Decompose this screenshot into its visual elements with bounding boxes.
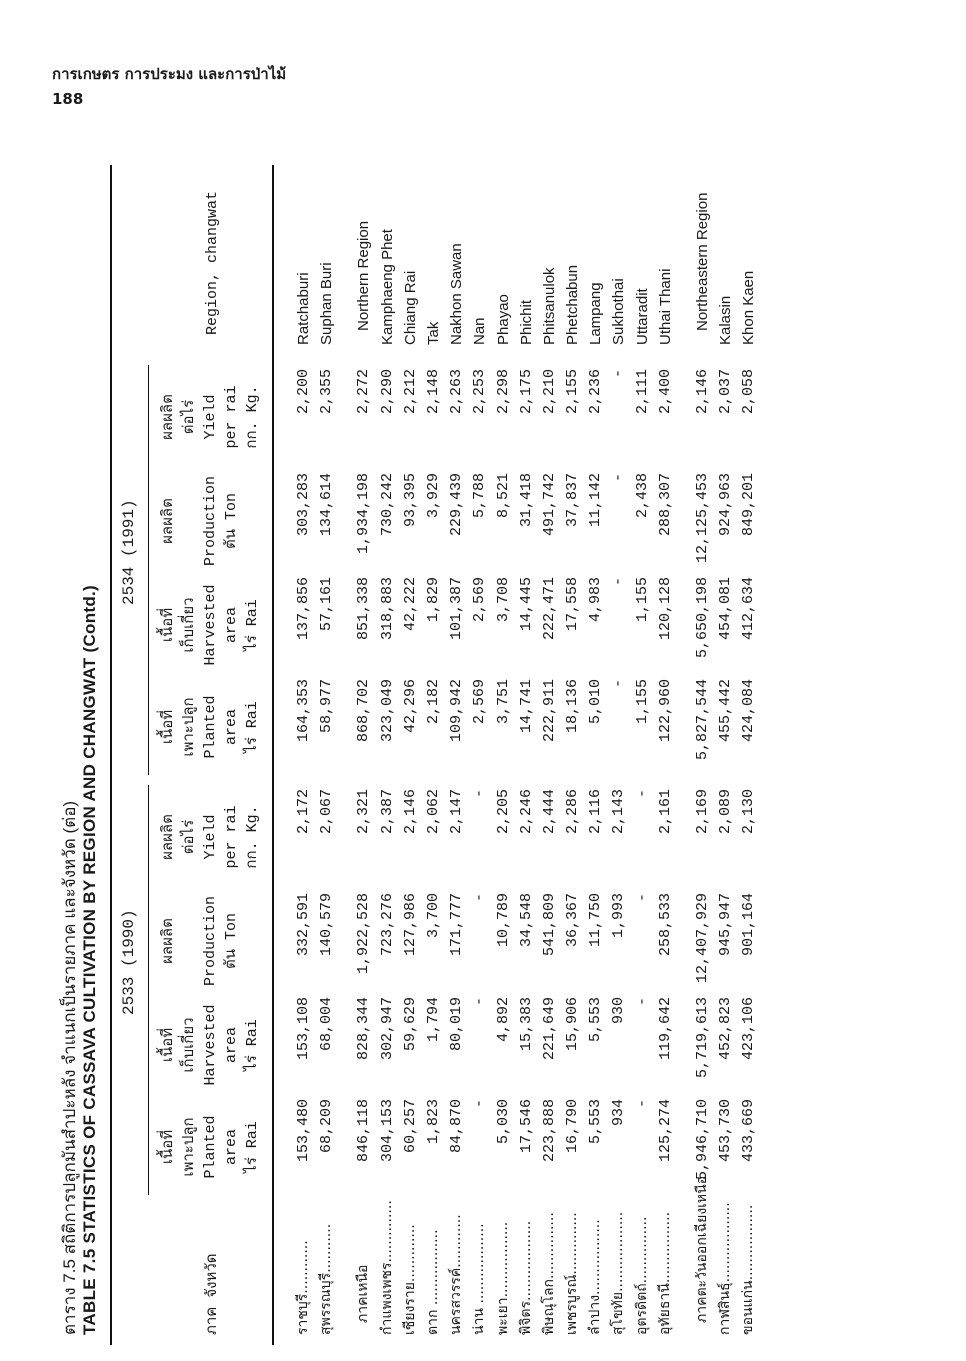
cell-pr90: 12,407,929 xyxy=(694,893,711,984)
cell-pr90: 723,276 xyxy=(378,893,396,957)
year-1991-rule xyxy=(148,365,149,775)
year-1991-label: 2534 (1991) xyxy=(120,499,138,605)
col-header-h90 xyxy=(158,997,263,1093)
cell-province-en: Khon Kaen xyxy=(740,270,758,345)
cell-province-th: พะเยา................. xyxy=(494,1221,511,1335)
cell-province-th: ภาคเหนือ xyxy=(355,1264,372,1323)
cell-h90: 153,108 xyxy=(295,997,312,1061)
cell-province-en: Northern Region xyxy=(355,220,373,331)
cell-p91: 109,942 xyxy=(448,679,466,743)
cell-h90: 4,892 xyxy=(494,997,512,1043)
cell-pr90: 332,591 xyxy=(295,893,312,957)
cell-h91: - xyxy=(610,577,628,587)
cell-h91: 14,445 xyxy=(517,577,535,632)
year-1990-label: 2533 (1990) xyxy=(120,909,138,1015)
cell-province-en: Kalasin xyxy=(717,295,735,345)
cell-y90: 2,387 xyxy=(378,789,396,835)
cell-y90: 2,172 xyxy=(295,789,312,835)
cell-pr91: 491,742 xyxy=(540,473,558,537)
cell-province-th: สุพรรณบุรี........... xyxy=(318,1223,335,1335)
table-row xyxy=(631,165,654,1345)
cell-province-th: อุทัยธานี................ xyxy=(656,1211,673,1335)
table-row xyxy=(492,165,515,1345)
cell-h90: 15,383 xyxy=(517,997,535,1052)
col-header-p91 xyxy=(158,679,263,775)
row-spacer xyxy=(338,165,352,1345)
cell-province-th: นครสวรรค์............ xyxy=(448,1214,465,1335)
cell-y90: 2,130 xyxy=(740,789,758,835)
cell-y90: - xyxy=(633,789,651,799)
cell-h91: 42,222 xyxy=(401,577,419,632)
cell-province-en: Uthai Thani xyxy=(656,268,674,345)
cell-pr90: 10,789 xyxy=(494,893,512,948)
cell-h91: 318,883 xyxy=(378,577,396,641)
cell-province-en: Phayao xyxy=(494,294,512,345)
col-header-line: ไร่ Rai xyxy=(244,701,261,753)
cell-y90: 2,205 xyxy=(494,789,512,835)
col-header-line: ตัน Ton xyxy=(223,913,240,970)
cell-y91: 2,263 xyxy=(448,369,466,415)
cell-h91: 851,338 xyxy=(355,577,373,641)
cell-p90: 68,209 xyxy=(318,1099,336,1154)
cell-pr91: 288,307 xyxy=(656,473,674,537)
table-row xyxy=(561,165,584,1345)
region-total-row xyxy=(691,165,714,1345)
cell-pr91: 229,439 xyxy=(448,473,466,537)
cell-y90: 2,067 xyxy=(318,789,336,835)
cell-h91: 17,558 xyxy=(564,577,582,632)
cell-y90: 2,444 xyxy=(540,789,558,835)
col-header-line: กก. Kg. xyxy=(244,385,261,449)
table-row xyxy=(654,165,677,1345)
col-header-line xyxy=(179,473,200,569)
col-header-y91 xyxy=(158,369,263,465)
cell-h90: 452,823 xyxy=(717,997,735,1061)
col-header-line xyxy=(242,893,263,989)
cell-p91: 2,569 xyxy=(471,679,489,725)
cell-province-th: อุตรดิตถ์............... xyxy=(633,1216,650,1335)
region-total-row xyxy=(352,165,375,1345)
table-title-english: TABLE 7.5 STATISTICS OF CASSAVA CULTIVATION BY REGION AND CHANGWAT (Contd.) xyxy=(80,584,99,1335)
cell-pr90: 127,986 xyxy=(401,893,419,957)
col-header-region-th: ภาค จังหวัด xyxy=(204,1253,221,1335)
table-row xyxy=(292,165,315,1345)
col-header-line: ไร่ Rai xyxy=(244,599,261,651)
col-header-line: Harvested xyxy=(202,1004,219,1086)
col-header-line: ผลผลิต xyxy=(160,498,177,544)
cell-y91: 2,290 xyxy=(378,369,396,415)
col-header-line: เนื้อที่ xyxy=(160,1129,177,1165)
cell-h91: 1,155 xyxy=(633,577,651,623)
col-header-line: area xyxy=(223,1027,240,1064)
col-header-y90 xyxy=(158,789,263,885)
cell-pr90: 945,947 xyxy=(717,893,735,957)
row-spacer xyxy=(677,165,691,1345)
col-header-line: เนื้อที่ xyxy=(160,607,177,643)
cell-province-th: ภาคตะวันออกเฉียงเหนือ xyxy=(694,1175,710,1323)
cell-province-en: Phitsanulok xyxy=(540,267,558,345)
cell-p90: 453,730 xyxy=(717,1099,735,1163)
cell-y90: 2,169 xyxy=(694,789,711,835)
cell-pr90: - xyxy=(633,893,651,903)
cell-p90: 16,790 xyxy=(564,1099,582,1154)
col-header-line: ผลผลิต xyxy=(160,814,177,860)
cell-y90: 2,143 xyxy=(610,789,628,835)
cell-y91: 2,175 xyxy=(517,369,535,415)
cell-pr90: 541,809 xyxy=(540,893,558,957)
cell-province-en: Nakhon Sawan xyxy=(448,243,466,345)
cell-h90: 80,019 xyxy=(448,997,466,1052)
cell-p91: 42,296 xyxy=(401,679,419,734)
cell-p90: 846,118 xyxy=(355,1099,373,1163)
cell-province-th: ลำปาง................. xyxy=(587,1219,604,1335)
table-body xyxy=(292,165,761,1345)
col-header-line: เนื้อที่ xyxy=(160,1027,177,1063)
cell-y90: 2,161 xyxy=(656,789,674,835)
cell-pr90: 3,700 xyxy=(424,893,442,939)
cell-y91: 2,400 xyxy=(656,369,674,415)
cell-h90: 59,629 xyxy=(401,997,419,1052)
cell-y90: 2,062 xyxy=(424,789,442,835)
col-header-line: ต่อไร่ xyxy=(181,399,198,435)
cell-province-th: ตาก ................. xyxy=(424,1229,441,1335)
col-header-line: ต่อไร่ xyxy=(181,819,198,855)
col-header-line: Production xyxy=(202,896,219,987)
table-row xyxy=(515,165,538,1345)
cell-p90: 1,823 xyxy=(424,1099,442,1145)
cell-h90: 15,906 xyxy=(564,997,582,1052)
cell-p90: 5,946,710 xyxy=(694,1099,711,1181)
running-header: การเกษตร การประมง และการป่าไม้ xyxy=(52,65,287,83)
cell-pr91: 3,929 xyxy=(424,473,442,519)
cell-y91: 2,236 xyxy=(587,369,605,415)
cell-y90: 2,116 xyxy=(587,789,605,835)
col-header-line xyxy=(242,473,263,569)
cell-h90: 302,947 xyxy=(378,997,396,1061)
cell-h91: 412,634 xyxy=(740,577,758,641)
cell-y91: 2,058 xyxy=(740,369,758,415)
cell-y90: 2,286 xyxy=(564,789,582,835)
table-row xyxy=(584,165,607,1345)
col-header-pr90 xyxy=(158,893,263,989)
cell-pr91: 303,283 xyxy=(295,473,312,537)
col-header-h91 xyxy=(158,577,263,673)
cell-province-th: สุโขทัย.................. xyxy=(610,1211,627,1335)
table-row xyxy=(376,165,399,1345)
cell-h90: 5,719,613 xyxy=(694,997,711,1079)
cell-pr90: 34,548 xyxy=(517,893,535,948)
cell-h91: 57,161 xyxy=(318,577,336,632)
cell-h90: 1,794 xyxy=(424,997,442,1043)
col-header-line: Planted xyxy=(202,695,219,759)
table-row xyxy=(315,165,338,1345)
col-header-line: ตัน Ton xyxy=(223,493,240,550)
cell-pr90: 1,993 xyxy=(610,893,628,939)
cell-y90: 2,246 xyxy=(517,789,535,835)
col-header-line: เก็บเกี่ยว xyxy=(181,597,198,653)
cell-h90: 221,649 xyxy=(540,997,558,1061)
col-header-line: ผลผลิต xyxy=(160,918,177,964)
cell-province-th: เชียงราย............. xyxy=(401,1224,418,1335)
col-header-line: ไร่ Rai xyxy=(244,1121,261,1173)
table-row xyxy=(399,165,422,1345)
col-header-line: เนื้อที่ xyxy=(160,709,177,745)
cell-pr91: 2,438 xyxy=(633,473,651,519)
cell-p91: 122,960 xyxy=(656,679,674,743)
cell-p90: 125,274 xyxy=(656,1099,674,1163)
cell-y91: 2,272 xyxy=(355,369,373,415)
cell-pr90: 171,777 xyxy=(448,893,466,957)
cell-pr91: 11,142 xyxy=(587,473,605,528)
rotated-table xyxy=(40,165,910,1345)
table-row xyxy=(714,165,737,1345)
cell-h90: 828,344 xyxy=(355,997,373,1061)
cell-p90: 153,480 xyxy=(295,1099,312,1163)
cell-h91: 2,569 xyxy=(471,577,489,623)
cell-p91: 5,827,544 xyxy=(694,679,711,761)
cell-p91: 5,010 xyxy=(587,679,605,725)
cell-province-th: พิษณุโลก............... xyxy=(540,1212,557,1335)
cell-p91: 222,911 xyxy=(540,679,558,743)
cell-h90: - xyxy=(471,997,489,1007)
col-header-line: Yield xyxy=(202,814,219,860)
cell-p90: 433,669 xyxy=(740,1099,758,1163)
page-number: 188 xyxy=(52,90,84,108)
cell-p90: 5,553 xyxy=(587,1099,605,1145)
cell-y90: - xyxy=(471,789,489,799)
table-row xyxy=(607,165,630,1345)
cell-province-en: Chiang Rai xyxy=(401,270,419,345)
col-header-line: Production xyxy=(202,476,219,567)
col-header-line: ผลผลิต xyxy=(160,394,177,440)
cell-pr91: 1,934,198 xyxy=(355,473,373,555)
cell-province-en: Uttaradit xyxy=(633,288,651,345)
cell-pr90: 258,533 xyxy=(656,893,674,957)
cell-p90: - xyxy=(633,1099,651,1109)
cell-pr91: 730,242 xyxy=(378,473,396,537)
col-header-line: เก็บเกี่ยว xyxy=(181,1017,198,1073)
table-row xyxy=(538,165,561,1345)
cell-p90: - xyxy=(471,1099,489,1109)
cell-y91: 2,037 xyxy=(717,369,735,415)
col-header-line: area xyxy=(223,709,240,746)
col-header-line: เพาะปลูก xyxy=(181,1117,198,1177)
cell-y91: - xyxy=(610,369,628,379)
col-header-region-en: Region, changwat xyxy=(204,190,221,335)
cell-pr91: 8,521 xyxy=(494,473,512,519)
table-row xyxy=(468,165,491,1345)
table-row xyxy=(422,165,445,1345)
cell-p90: 17,546 xyxy=(517,1099,535,1154)
cell-province-th: พิจิตร.................. xyxy=(517,1220,534,1335)
cell-y91: 2,111 xyxy=(633,369,651,415)
cell-pr90: 36,367 xyxy=(564,893,582,948)
cell-pr90: - xyxy=(471,893,489,903)
cell-province-th: กำแพงเพชร.............. xyxy=(378,1200,395,1335)
cell-province-th: ขอนแก่น................. xyxy=(740,1204,757,1335)
cell-y91: 2,253 xyxy=(471,369,489,415)
cell-province-th: ราชบุรี............ xyxy=(295,1240,311,1335)
cell-province-en: Sukhothai xyxy=(610,278,628,345)
col-header-p90 xyxy=(158,1099,263,1195)
cell-h90: 68,004 xyxy=(318,997,336,1052)
cell-province-en: Suphan Buri xyxy=(318,262,336,345)
cell-h90: 930 xyxy=(610,997,628,1025)
cell-h90: 5,553 xyxy=(587,997,605,1043)
cell-y90: 2,147 xyxy=(448,789,466,835)
cell-pr91: 31,418 xyxy=(517,473,535,528)
col-header-line xyxy=(179,893,200,989)
cell-province-en: Northeastern Region xyxy=(694,192,711,331)
col-header-line: เพาะปลูก xyxy=(181,697,198,757)
col-header-line: area xyxy=(223,607,240,644)
table-row xyxy=(445,165,468,1345)
cell-p91: 18,136 xyxy=(564,679,582,734)
cell-province-en: Lampang xyxy=(587,282,605,345)
cell-pr90: 140,579 xyxy=(318,893,336,957)
cell-pr90: 901,164 xyxy=(740,893,758,957)
col-header-line: ไร่ Rai xyxy=(244,1019,261,1071)
cell-p91: 164,353 xyxy=(295,679,312,743)
cell-p91: 868,702 xyxy=(355,679,373,743)
cell-p91: 455,442 xyxy=(717,679,735,743)
cell-y90: 2,089 xyxy=(717,789,735,835)
col-header-line: area xyxy=(223,1129,240,1166)
cell-y91: 2,298 xyxy=(494,369,512,415)
year-1990-rule xyxy=(148,785,149,1195)
cell-province-en: Ratchaburi xyxy=(295,272,312,345)
cell-p91: 3,751 xyxy=(494,679,512,725)
cell-y91: 2,146 xyxy=(694,369,711,415)
col-header-line: per rai xyxy=(223,385,240,449)
cell-pr91: 134,614 xyxy=(318,473,336,537)
cell-province-th: น่าน .................. xyxy=(471,1223,488,1335)
cell-province-en: Phichit xyxy=(517,299,535,345)
cell-p90: 60,257 xyxy=(401,1099,419,1154)
cell-y91: 2,355 xyxy=(318,369,336,415)
cell-h91: 137,856 xyxy=(295,577,312,641)
cell-province-en: Nan xyxy=(471,317,489,345)
cell-y91: 2,155 xyxy=(564,369,582,415)
cell-y91: 2,200 xyxy=(295,369,312,415)
cell-p91: 424,084 xyxy=(740,679,758,743)
cell-h91: 101,387 xyxy=(448,577,466,641)
top-rule xyxy=(110,165,112,1345)
cell-p90: 934 xyxy=(610,1099,628,1127)
cell-p91: 323,049 xyxy=(378,679,396,743)
cell-y90: 2,321 xyxy=(355,789,373,835)
col-header-line: Planted xyxy=(202,1115,219,1179)
cell-h90: - xyxy=(633,997,651,1007)
cell-h91: 5,650,198 xyxy=(694,577,711,659)
cell-h90: 423,106 xyxy=(740,997,758,1061)
cell-pr91: 37,837 xyxy=(564,473,582,528)
header-bottom-rule xyxy=(272,165,274,1345)
cell-pr91: - xyxy=(610,473,628,483)
cell-h91: 4,983 xyxy=(587,577,605,623)
col-header-line: กก. Kg. xyxy=(244,805,261,869)
cell-h91: 120,128 xyxy=(656,577,674,641)
cell-y90: 2,146 xyxy=(401,789,419,835)
cell-pr90: 1,922,528 xyxy=(355,893,373,975)
cell-y91: 2,212 xyxy=(401,369,419,415)
table-title-thai: ตาราง 7.5 สถิติการปลูกมันสำปะหลัง จำแนกเป็นรายภาค และจังหวัด (ต่อ) xyxy=(60,800,79,1335)
cell-p90: 5,030 xyxy=(494,1099,512,1145)
cell-province-en: Kamphaeng Phet xyxy=(378,229,396,345)
cell-province-th: เพชรบูรณ์.............. xyxy=(564,1212,581,1335)
cell-y91: 2,148 xyxy=(424,369,442,415)
col-header-line: per rai xyxy=(223,805,240,869)
cell-p91: 58,977 xyxy=(318,679,336,734)
cell-province-th: กาฬสินธุ์.................. xyxy=(717,1202,734,1335)
col-header-line: Harvested xyxy=(202,584,219,666)
cell-p91: 14,741 xyxy=(517,679,535,734)
cell-h91: 3,708 xyxy=(494,577,512,623)
cell-pr91: 93,395 xyxy=(401,473,419,528)
cell-p91: 2,182 xyxy=(424,679,442,725)
cell-province-en: Tak xyxy=(424,321,442,345)
cell-pr91: 849,201 xyxy=(740,473,758,537)
cell-p91: - xyxy=(610,679,628,689)
cell-p90: 223,888 xyxy=(540,1099,558,1163)
cell-pr91: 12,125,453 xyxy=(694,473,711,564)
cell-h91: 454,081 xyxy=(717,577,735,641)
cell-pr91: 924,963 xyxy=(717,473,735,537)
col-header-line: Yield xyxy=(202,394,219,440)
cell-h91: 222,471 xyxy=(540,577,558,641)
cell-pr90: 11,750 xyxy=(587,893,605,948)
cell-p90: 84,870 xyxy=(448,1099,466,1154)
cell-p90: 304,153 xyxy=(378,1099,396,1163)
cell-p91: 1,155 xyxy=(633,679,651,725)
col-header-pr91 xyxy=(158,473,263,569)
table-row xyxy=(737,165,760,1345)
cell-province-en: Phetchabun xyxy=(564,264,582,345)
cell-h90: 119,642 xyxy=(656,997,674,1061)
cell-h91: 1,829 xyxy=(424,577,442,623)
cell-pr91: 5,788 xyxy=(471,473,489,519)
cell-y91: 2,210 xyxy=(540,369,558,415)
